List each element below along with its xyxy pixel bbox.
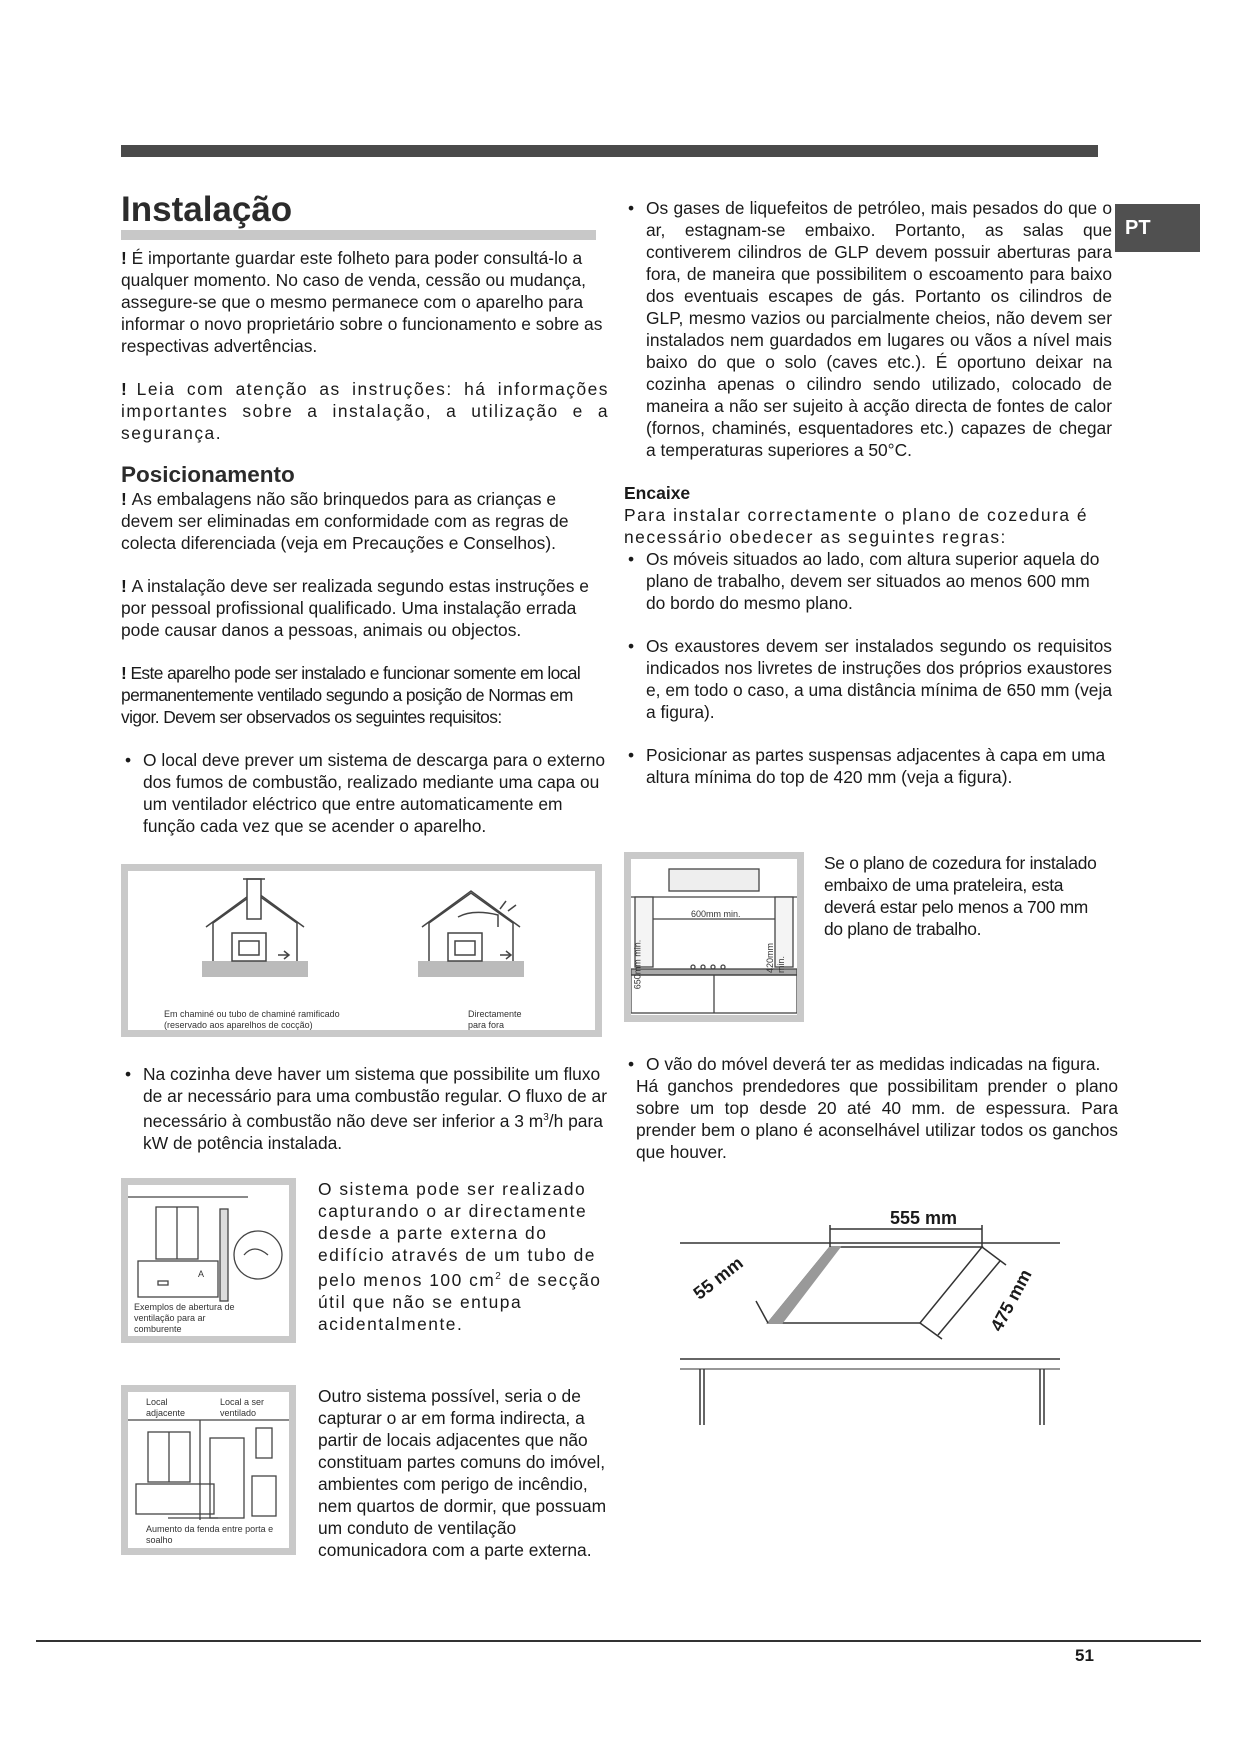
houses-illustration (128, 871, 595, 1030)
figure-caption: Em chaminé ou tubo de chaminé ramificado (reservado aos aparelhos de cocção) (164, 1009, 340, 1030)
warning-paragraph: ! A instalação deve ser realizada segundo estas instruções e por pessoal profissional qualificado. Uma instalação errada pode causar danos a pessoas, animais ou objectos. (121, 576, 589, 640)
language-tab: PT (1115, 204, 1200, 252)
dimension-label: 600mm min. (691, 909, 741, 919)
hood-clearance-figure (624, 852, 804, 1022)
dimension-label: 650mm min. (632, 939, 643, 990)
bullet-item: • Na cozinha deve haver um sistema que possibilite um fluxo de ar necessário para uma combustão regular. O fluxo de ar necessário à combustão não deve ser inferior a 3 $m^3/h$ para kW de potência instalada. (121, 1063, 615, 1154)
intro-paragraph: Para instalar correctamente o plano de cozedura é necessário obedecer as seguintes regras: (624, 505, 1089, 547)
ventilation-figure (121, 864, 602, 1037)
figure-caption: Exemplos de abertura de ventilação para ar comburente (134, 1302, 235, 1334)
warning-paragraph: ! Este aparelho pode ser instalado e funcionar somente em local permanentemente ventilado segundo a posição de Normas em vigor. Devem ser observados os seguintes requisitos: (121, 663, 581, 727)
figure-caption: Aumento da fenda entre porta e soalho (146, 1524, 274, 1545)
figure-caption: Directamente para fora (468, 1009, 522, 1030)
right-column (624, 197, 1112, 788)
section-heading: Encaixe (624, 483, 691, 503)
footer-rule (36, 1640, 1201, 1642)
bullet-item: • O vão do móvel deverá ter as medidas indicadas na figura. (624, 1053, 1118, 1075)
bullet-item: • Os gases de liquefeitos de petróleo, mais pesados do que o ar, estagnam-se embaixo. Portanto, as salas que contiverem cilindros de GLP devem possuir aberturas para fora, de maneira que possibilitem o escoamento para baixo dos eventuais escapes de gás. Portanto os cilindros de GLP, mesmo vazios ou parcialmente cheios, não devem ser instalados nem guardados em lugares ou vãos a nível mais baixo do que o solo (caves etc.). É oportuno deixar na cozinha apenas o cilindro sendo utilizado, colocado de maneira a não ser sujeito à acção directa de fontes de calor (fornos, chaminés, esquentadores etc.) capazes de chegar a temperaturas superiores a 50°C. (624, 197, 1112, 461)
bullet-item: • Os móveis situados ao lado, com altura superior aquela do plano de trabalho, devem ser situados ao menos 600 mm do bordo do mesmo plano. (624, 548, 1112, 614)
warning-paragraph: ! As embalagens não são brinquedos para as crianças e devem ser eliminadas em conformidade com as regras de colecta diferenciada (veja em Precauções e Conselhos). (121, 489, 569, 553)
page-title: Instalação (121, 190, 293, 229)
bullet-item: • Posicionar as partes suspensas adjacentes à capa em uma altura mínima do top de 420 mm (veja a figura). (624, 744, 1112, 788)
dimension-width: 555 mm (890, 1208, 958, 1228)
side-text: Se o plano de cozedura for instalado embaixo de uma prateleira, esta deverá estar pelo menos a 700 mm do plano de trabalho. (824, 853, 1097, 939)
adjacent-room-figure (121, 1385, 296, 1555)
side-text: O sistema pode ser realizado capturando o ar directamente desde a parte externa do edifício através de um tubo de pelo menos 100 $cm^2$ de secção útil que não se entupa acidentalmente. (318, 1179, 602, 1334)
warning-paragraph: ! Leia com atenção as instruções: há informações importantes sobre a instalação, a utilização e a segurança. (121, 379, 610, 443)
dimension-depth: 475 mm (986, 1265, 1036, 1335)
air-intake-figure (121, 1178, 296, 1343)
left-bullets-2 (121, 1063, 615, 1154)
title-block (121, 190, 609, 238)
figure-label: Local a ser ventilado (220, 1397, 265, 1418)
title-underline (121, 230, 596, 240)
bullet-item: • O local deve prever um sistema de descarga para o externo dos fumos de combustão, realizado mediante uma capa ou um ventilador eléctrico que entre automaticamente em função cada vez que se acender o aparelho. (121, 749, 609, 837)
dimension-margin: 55 mm (689, 1252, 747, 1304)
figure-label: Local adjacente (146, 1397, 186, 1418)
side-text: Outro sistema possível, seria o de capturar o ar em forma indirecta, a partir de locais adjacentes que não constituam partes comuns do imóvel, ambientes com perigo de incêndio, nem quartos de dormir, que possuam um conduto de ventilação comunicadora com a parte externa. (318, 1386, 607, 1560)
bullet-item: • Os exaustores devem ser instalados segundo os requisitos indicados nos livretes de instruções dos próprios exaustores e, em todo o caso, a uma distância mínima de 650 mm (veja a figura). (624, 635, 1112, 723)
header-rule (121, 145, 1098, 157)
dimension-label: 420mm min. (765, 942, 786, 973)
opening-label-a: A (198, 1269, 205, 1279)
hooks-paragraph: Há ganchos prendedores que possibilitam prender o plano sobre um top desde 20 até 40 mm. de espessura. Para prender bem o plano é aconselhável utilizar todos os ganchos que houver. (636, 1076, 1118, 1162)
section-heading: Posicionamento (121, 462, 295, 487)
warning-paragraph: ! É importante guardar este folheto para poder consultá-lo a qualquer momento. No caso de venda, cessão ou mudança, assegure-se que o mesmo permanece com o aparelho para informar o novo proprietário sobre o funcionamento e sobre as respectivas advertências. (121, 248, 603, 356)
right-bullets-2 (624, 1053, 1118, 1163)
left-column (121, 190, 609, 837)
page-number: 51 (1075, 1646, 1094, 1665)
